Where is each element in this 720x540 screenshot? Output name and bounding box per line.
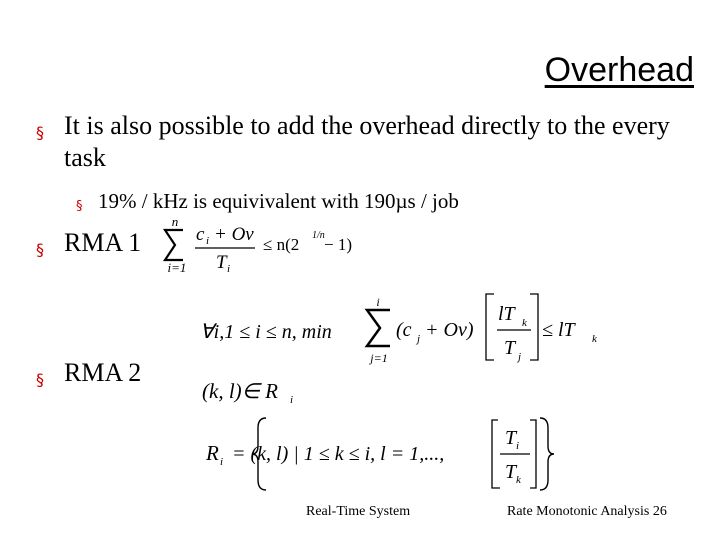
rma2-condition-formula [198,288,608,374]
bullet-marker: § [76,199,83,214]
footer-course-name: Real-Time System [306,504,411,519]
membership-sub: i [290,394,294,406]
bullet-marker: § [36,240,44,259]
numerator-c: c [196,224,205,245]
floor-left [492,420,500,488]
denominator-t: T [216,252,227,273]
sum-symbol [165,230,183,260]
slide-title: Overhead [544,51,694,89]
rhs-prefix: ≤ n(2 [263,235,300,254]
term-suffix: + Ov) [425,319,474,341]
set-lhs: R [206,441,219,465]
footer-section-page: Rate Monotonic Analysis 26 [507,504,667,519]
set-lhs-sub: i [220,456,224,468]
bullet-text: RMA 2 [64,358,142,387]
bullet-marker: § [36,123,44,142]
set-middle: = (k, l) | 1 ≤ k ≤ i, l = 1,..., [232,443,445,465]
ceiling-right [530,294,538,360]
bullet-text: RMA 1 [64,228,142,257]
rma1-formula [160,212,370,278]
frac-num: T [505,427,517,449]
sub-bullet-text: 19% / kHz is equivivalent with 190µs / job [98,189,459,213]
numerator-plus-ov: + Ov [214,224,254,245]
frac-den: T [505,461,517,483]
bullet-overhead [36,110,706,174]
frac-num-sub: i [516,440,520,452]
bullet-rma2 [36,357,141,396]
frac-den-sub: j [518,351,522,363]
right-brace [540,418,554,490]
frac-den-sub: k [516,474,521,486]
numerator-c-sub: i [206,235,210,247]
forall-prefix: ∀i,1 ≤ i ≤ n, min [200,321,332,343]
ceiling-left [486,294,494,360]
rhs-suffix: − 1) [324,235,352,254]
floor-right [530,420,536,488]
frac-num-sub: k [522,317,527,329]
sum-lower-limit: i=1 [167,260,187,275]
frac-den: T [504,337,516,359]
rhs-sub: k [592,333,597,345]
sum-symbol [367,310,390,346]
rhs: ≤ lT [542,319,575,341]
bullet-marker: § [36,370,44,389]
frac-num: lT [498,303,515,325]
rma2-membership-formula [200,372,310,410]
denominator-t-sub: i [227,263,231,275]
bullet-rma1 [36,227,141,266]
rhs-exponent: 1/n [312,230,325,241]
bullet-text: It is also possible to add the overhead directly to the every task [64,111,670,172]
rma2-set-definition-formula [200,412,570,496]
sum-upper-limit: n [171,214,179,229]
membership-text: (k, l)∈ R [202,379,279,403]
term-c: (c [396,319,412,341]
sum-upper-limit: i [376,295,380,309]
term-c-sub: j [417,333,421,345]
sum-lower-limit: j=1 [370,351,388,365]
